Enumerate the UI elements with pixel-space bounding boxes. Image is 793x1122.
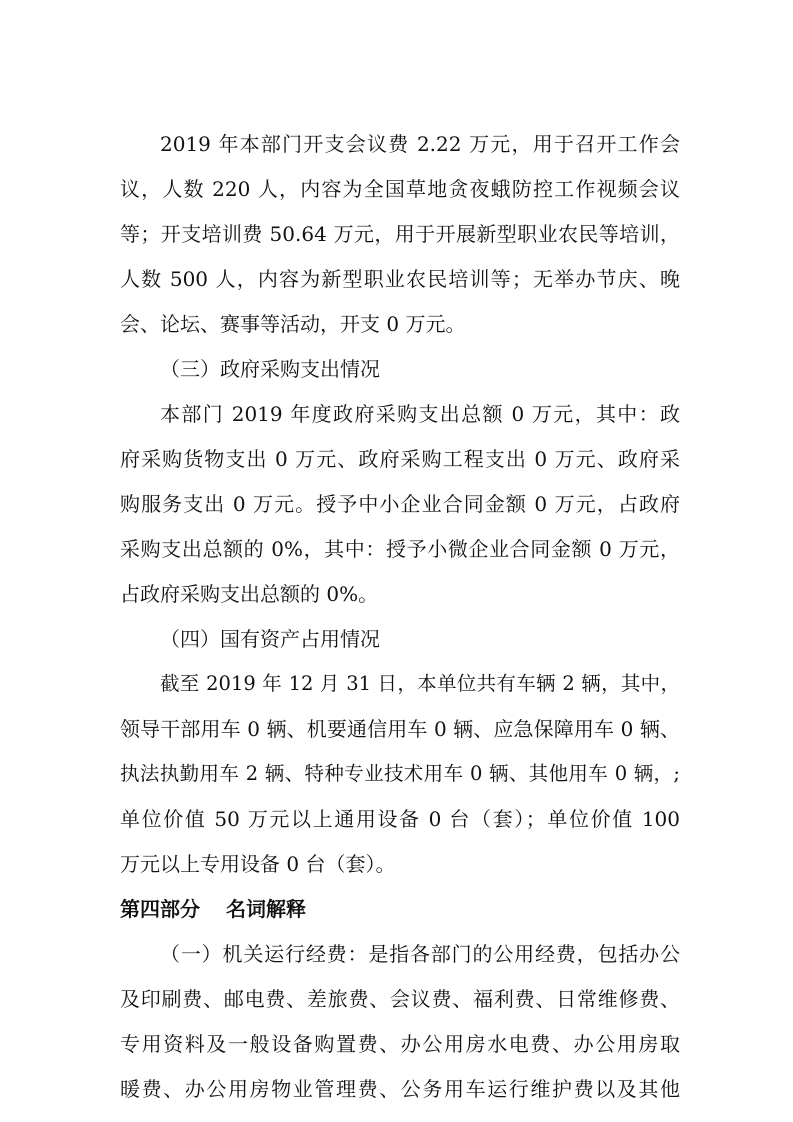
paragraph-line: 占政府采购支出总额的 0%。 [120, 582, 379, 606]
part-heading-title: 名词解释 [226, 897, 306, 921]
paragraph-line: 暖费、办公用房物业管理费、公务用车运行维护费以及其他 [120, 1077, 680, 1101]
paragraph-line: 会、论坛、赛事等活动，开支 0 万元。 [120, 312, 466, 336]
paragraph-line: 截至 2019 年 12 月 31 日，本单位共有车辆 2 辆，其中， [160, 672, 680, 695]
section-title: （四）国有资产占用情况 [160, 627, 380, 651]
paragraph-line: （一）机关运行经费：是指各部门的公用经费，包括办公 [160, 942, 680, 966]
part-heading [120, 895, 306, 923]
part-heading-number: 第四部分 [120, 897, 200, 921]
section-title: （三）政府采购支出情况 [160, 357, 380, 381]
paragraph-line: 领导干部用车 0 辆、机要通信用车 0 辆、应急保障用车 0 辆、 [120, 717, 680, 741]
paragraph-line: 2019 年本部门开支会议费 2.22 万元，用于召开工作会 [160, 132, 680, 156]
paragraph-line: 议，人数 220 人，内容为全国草地贪夜蛾防控工作视频会议 [120, 177, 680, 201]
paragraph-line: 及印刷费、邮电费、差旅费、会议费、福利费、日常维修费、 [120, 987, 680, 1011]
paragraph-line: 等；开支培训费 50.64 万元，用于开展新型职业农民等培训， [120, 222, 680, 246]
paragraph-line: 专用资料及一般设备购置费、办公用房水电费、办公用房取 [120, 1032, 680, 1056]
paragraph-line: 万元以上专用设备 0 台（套）。 [120, 852, 396, 876]
paragraph-line: 人数 500 人，内容为新型职业农民培训等；无举办节庆、晚 [120, 267, 680, 291]
paragraph-line: 单位价值 50 万元以上通用设备 0 台（套）；单位价值 100 [120, 807, 680, 831]
paragraph-line: 采购支出总额的 0%，其中：授予小微企业合同金额 0 万元， [120, 537, 680, 561]
paragraph-line: 本部门 2019 年度政府采购支出总额 0 万元，其中：政 [160, 402, 680, 426]
paragraph-line: 购服务支出 0 万元。授予中小企业合同金额 0 万元，占政府 [120, 492, 680, 516]
paragraph-line: 执法执勤用车 2 辆、特种专业技术用车 0 辆、其他用车 0 辆，; [120, 762, 680, 785]
paragraph-line: 府采购货物支出 0 万元、政府采购工程支出 0 万元、政府采 [120, 447, 680, 471]
